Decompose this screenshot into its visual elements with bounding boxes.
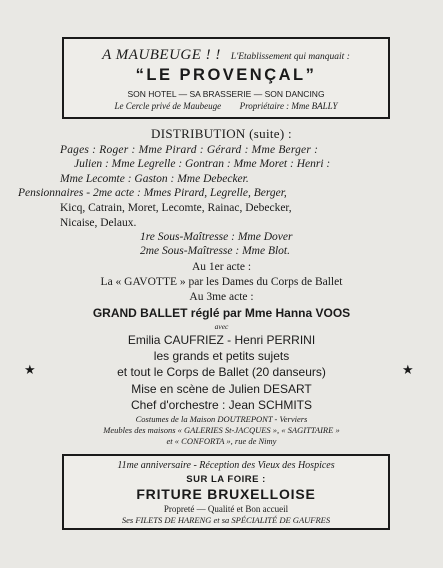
ad-top-name: “LE PROVENÇAL” <box>135 66 317 84</box>
sous-maitresse-1: 1re Sous-Maîtresse : Mme Dover <box>140 231 293 243</box>
ad-top-tagline: L'Etablissement qui manquait : <box>230 52 350 62</box>
ad-bottom-qualities: Propreté — Qualité et Bon accueil <box>163 504 289 514</box>
pensionnaires-line-2: Kicq, Catrain, Moret, Lecomte, Rainac, Debecker, <box>60 202 292 214</box>
gavotte-line: La « GAVOTTE » par les Dames du Corps de Ballet <box>100 276 343 288</box>
corps-line: et tout le Corps de Ballet (20 danseurs) <box>117 365 326 379</box>
distribution-title: DISTRIBUTION (suite) : <box>151 126 292 141</box>
ad-top-city: A MAUBEUGE ! ! <box>102 47 221 63</box>
ad-bottom-foire: SUR LA FOIRE : <box>186 474 266 485</box>
ad-bottom-anniversary: 11me anniversaire - Réception des Vieux des Hospices <box>117 460 335 471</box>
star-left: ★ <box>24 362 36 377</box>
acte-3-label: Au 3me acte : <box>189 291 254 303</box>
pages-line-3: Mme Lecomte : Gaston : Mme Debecker. <box>60 173 249 185</box>
dancers-line: Emilia CAUFRIEZ - Henri PERRINI <box>127 333 316 347</box>
sous-maitresse-2: 2me Sous-Maîtresse : Mme Blot. <box>140 245 290 257</box>
conforta-line: et « CONFORTA », rue de Nimy <box>166 436 277 446</box>
acte-1-label: Au 1er acte : <box>191 261 252 273</box>
ad-top-services: SON HOTEL — SA BRASSERIE — SON DANCING <box>127 89 325 99</box>
pensionnaires-line-1: Pensionnaires - 2me acte : Mmes Pirard, Legrelle, Berger, <box>18 187 287 199</box>
star-right: ★ <box>402 362 414 377</box>
ad-bottom-name: FRITURE BRUXELLOISE <box>136 486 316 502</box>
avec-label: avec <box>214 322 229 331</box>
mise-en-scene-line: Mise en scène de Julien DESART <box>131 382 312 396</box>
grand-ballet-line: GRAND BALLET réglé par Mme Hanna VOOS <box>92 306 351 320</box>
pages-line-2: Julien : Mme Legrelle : Gontran : Mme Moret : Henri : <box>74 158 331 170</box>
chef-orchestre-line: Chef d'orchestre : Jean SCHMITS <box>130 398 313 412</box>
meubles-line: Meubles des maisons « GALERIES St-JACQUES », « SAGITTAIRE » <box>103 425 340 435</box>
costumes-line: Costumes de la Maison DOUTREPONT - Verviers <box>135 414 308 424</box>
pages-line-1: Pages : Roger : Mme Pirard : Gérard : Mme Berger : <box>60 144 319 156</box>
friture-ad <box>62 454 390 530</box>
pensionnaires-line-3: Nicaise, Delaux. <box>60 217 137 229</box>
ad-top-headline <box>64 46 388 64</box>
ad-top-club: Le Cercle privé de Maubeuge <box>114 101 222 111</box>
ad-bottom-specials: Ses FILETS DE HARENG et sa SPÉCIALITÉ DE GAUFRES <box>121 515 331 525</box>
ad-top-footer <box>64 101 388 111</box>
provencal-ad <box>62 37 390 119</box>
sujets-line: les grands et petits sujets <box>153 349 290 363</box>
ad-top-owner: Propriétaire : Mme BALLY <box>239 101 338 111</box>
